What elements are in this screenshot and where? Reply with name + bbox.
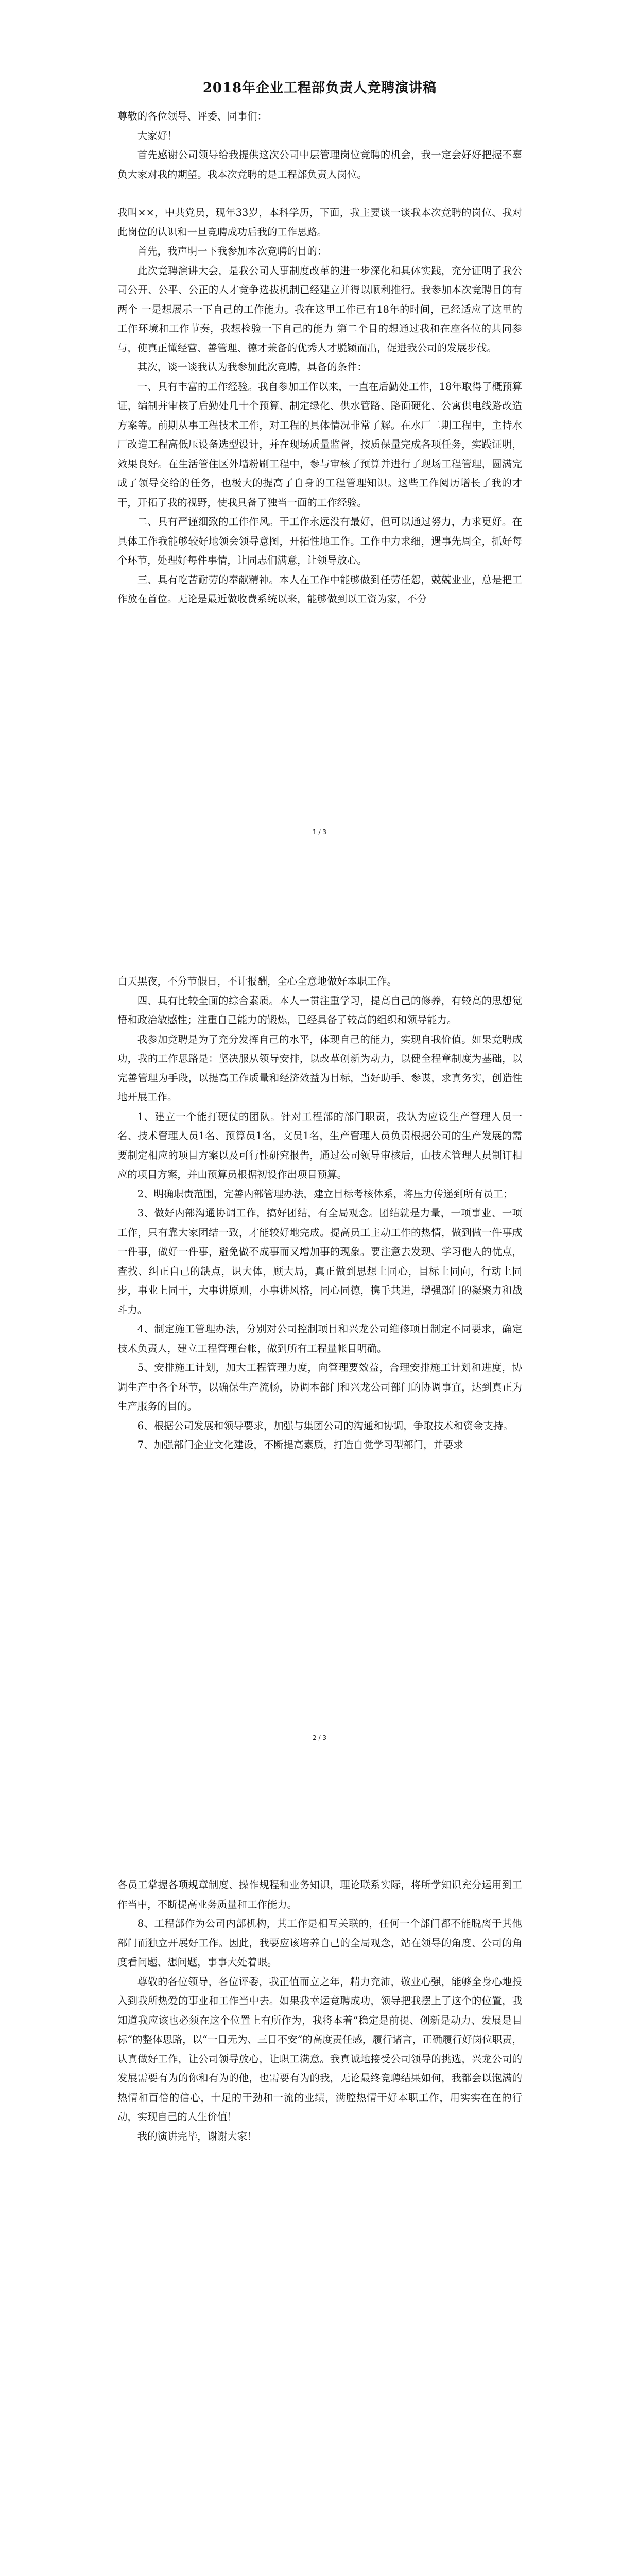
page-number: 1 / 3 — [313, 828, 326, 836]
document-page-2 — [0, 904, 639, 1807]
paragraph: 6、根据公司发展和领导要求，加强与集团公司的沟通和协调，争取技术和资金支持。 — [137, 1419, 513, 1432]
paragraph: 二、具有严谨细致的工作作风。干工作永远没有最好，但可以通过努力，力求更好。在具体工作我能够较好地领会领导意图，开拓性地工作。工作中力求细，遇事先周全，抓好每个环节，处理好每件事情，让同志们满意，让领导放心。 — [117, 516, 522, 566]
document-page-1 — [0, 0, 639, 904]
closing-line: 我的演讲完毕，谢谢大家！ — [137, 2130, 257, 2142]
paragraph: 各员工掌握各项规章制度、操作规程和业务知识，理论联系实际，将所学知识充分运用到工作当中，不断提高业务质量和工作能力。 — [117, 1879, 522, 1910]
page-1-content — [117, 77, 522, 609]
paragraph: 其次，谈一谈我认为我参加此次竞聘，具备的条件： — [137, 361, 367, 373]
document-page-3 — [0, 1807, 639, 2576]
paragraph: 三、具有吃苦耐劳的奉献精神。本人在工作中能够做到任劳任怨，兢兢业业，总是把工作放在首位。无论是最近做收费系统以来，能够做到以工资为家，不分 — [117, 573, 522, 605]
paragraph: 我叫××，中共党员，现年33岁，本科学历，下面，我主要谈一谈我本次竞聘的岗位、我对此岗位的认识和一旦竞聘成功后我的工作思路。 — [117, 207, 522, 238]
document-title: 2018年企业工程部负责人竞聘演讲稿 — [202, 80, 437, 96]
paragraph-gap — [117, 184, 522, 203]
paragraph: 7、加强部门企业文化建设，不断提高素质，打造自觉学习型部门，并要求 — [137, 1439, 463, 1451]
page-3-content — [117, 1875, 522, 2146]
paragraph: 一、具有丰富的工作经验。我自参加工作以来，一直在后勤处工作，18年取得了概预算证，编制并审核了后勤处几十个预算、制定绿化、供水管路、路面硬化、公寓供电线路改造方案等。前期从事工程技术工作，对工程的具体情况非常了解。在水厂二期工程中，主持水厂改造工程高低压设备选型设计，并在现场质量监督，按质保量完成各项任务，实践证明，效果良好。在生活管住区外墙粉刷工程中，参与审核了预算并进行了现场工程管理，圆满完成了领导交给的任务，也极大的提高了自身的工程管理知识。这些工作阅历增长了我的才干，开拓了我的视野，使我具备了独当一面的工作经验。 — [117, 380, 522, 509]
paragraph: 2、明确职责范围，完善内部管理办法，建立目标考核体系，将压力传递到所有员工； — [137, 1188, 513, 1200]
paragraph: 尊敬的各位领导，各位评委，我正值而立之年，精力充沛，敬业心强，能够全身心地投入到我所热爱的事业和工作当中去。如果我幸运竞聘成功，领导把我摆上了这个的位置，我知道我应该也必须在这个位置上有所作为，我将本着“稳定是前提、创新是动力、发展是目标”的整体思路，以“一日无为、三日不安”的高度责任感，履行诸言，正确履行好岗位职责，认真做好工作，让公司领导放心，让职工满意。我真诚地接受公司领导的挑选，兴龙公司的发展需要有为的你和有为的他，也需要有为的我，无论最终竞聘结果如何，我都会以饱满的热情和百倍的信心，十足的干劲和一流的业绩，满腔热情干好本职工作，用实实在在的行动，实现自己的人生价值！ — [117, 1975, 522, 2123]
paragraph: 白天黑夜，不分节假日，不计报酬，全心全意地做好本职工作。 — [117, 975, 397, 987]
paragraph: 四、具有比较全面的综合素质。本人一贯注重学习，提高自己的修养，有较高的思想觉悟和政治敏感性；注重自己能力的锻炼，已经具备了较高的组织和领导能力。 — [117, 994, 522, 1026]
paragraph: 1、建立一个能打硬仗的团队。针对工程部的部门职责，我认为应设生产管理人员一名、技术管理人员1名、预算员1名，文员1名，生产管理人员负责根据公司的生产发展的需要制定相应的项目方案以及可行性研究报告，通过公司领导审核后，由技术管理人员制订相应的项目方案，并由预算员根据初设作出项目预算。 — [117, 1110, 522, 1180]
paragraph: 首先，我声明一下我参加本次竞聘的目的： — [137, 245, 327, 257]
paragraph: 4、制定施工管理办法，分别对公司控制项目和兴龙公司维修项目制定不同要求，确定技术负责人，建立工程管理台帐，做到所有工程量帐目明确。 — [117, 1323, 522, 1354]
page-number: 2 / 3 — [313, 1734, 326, 1741]
page-2-content — [117, 972, 522, 1455]
paragraph: 8、工程部作为公司内部机构，其工作是相互关联的，任何一个部门都不能脱离于其他部门而独立开展好工作。因此，我要应该培养自己的全局观念，站在领导的角度、公司的角度看问题、想问题，事事大处着眼。 — [117, 1918, 522, 1968]
greeting: 大家好！ — [137, 129, 178, 142]
paragraph: 首先感谢公司领导给我提供这次公司中层管理岗位竞聘的机会，我一定会好好把握不辜负大家对我的期望。我本次竞聘的是工程部负责人岗位。 — [117, 149, 522, 180]
salutation: 尊敬的各位领导、评委、同事们： — [117, 110, 267, 122]
paragraph: 此次竞聘演讲大会，是我公司人事制度改革的进一步深化和具体实践，充分证明了我公司公开、公平、公正的人才竞争选拔机制已经建立并得以顺利推行。我参加本次竞聘目的有两个 一是想展示一下自己的工作能力。我在这里工作已有18年的时间，已经适应了这里的工作环境和工作节奏，我想检验一下自己的能力 第二个目的想通过我和在座各位的共同参与，使真正懂经营、善管理、德才兼备的优秀人才脱颖而出，促进我公司的发展步伐。 — [117, 264, 522, 354]
paragraph: 5、安排施工计划，加大工程管理力度，向管理要效益，合理安排施工计划和进度，协调生产中各个环节，以确保生产流畅，协调本部门和兴龙公司部门的协调事宜，达到真正为生产服务的目的。 — [117, 1362, 522, 1412]
paragraph: 我参加竞聘是为了充分发挥自己的水平，体现自己的能力，实现自我价值。如果竞聘成功，我的工作思路是：坚决服从领导安排，以改革创新为动力，以健全程章制度为基础，以完善管理为手段，以提高工作质量和经济效益为目标，当好助手、参谋，求真务实，创造性地开展工作。 — [117, 1033, 522, 1103]
paragraph: 3、做好内部沟通协调工作，搞好团结，有全局观念。团结就是力量，一项事业、一项工作，只有靠大家团结一致，才能较好地完成。提高员工主动工作的热情，做到做一件事成一件事，做好一件事，避免做不成事而又增加事的现象。要注意去发现、学习他人的优点，查找、纠正自己的缺点，识大体，顾大局，真正做到思想上同心，目标上同向，行动上同步，事业上同干，大事讲原则，小事讲风格，同心同德，携手共进，增强部门的凝聚力和战斗力。 — [117, 1207, 522, 1316]
